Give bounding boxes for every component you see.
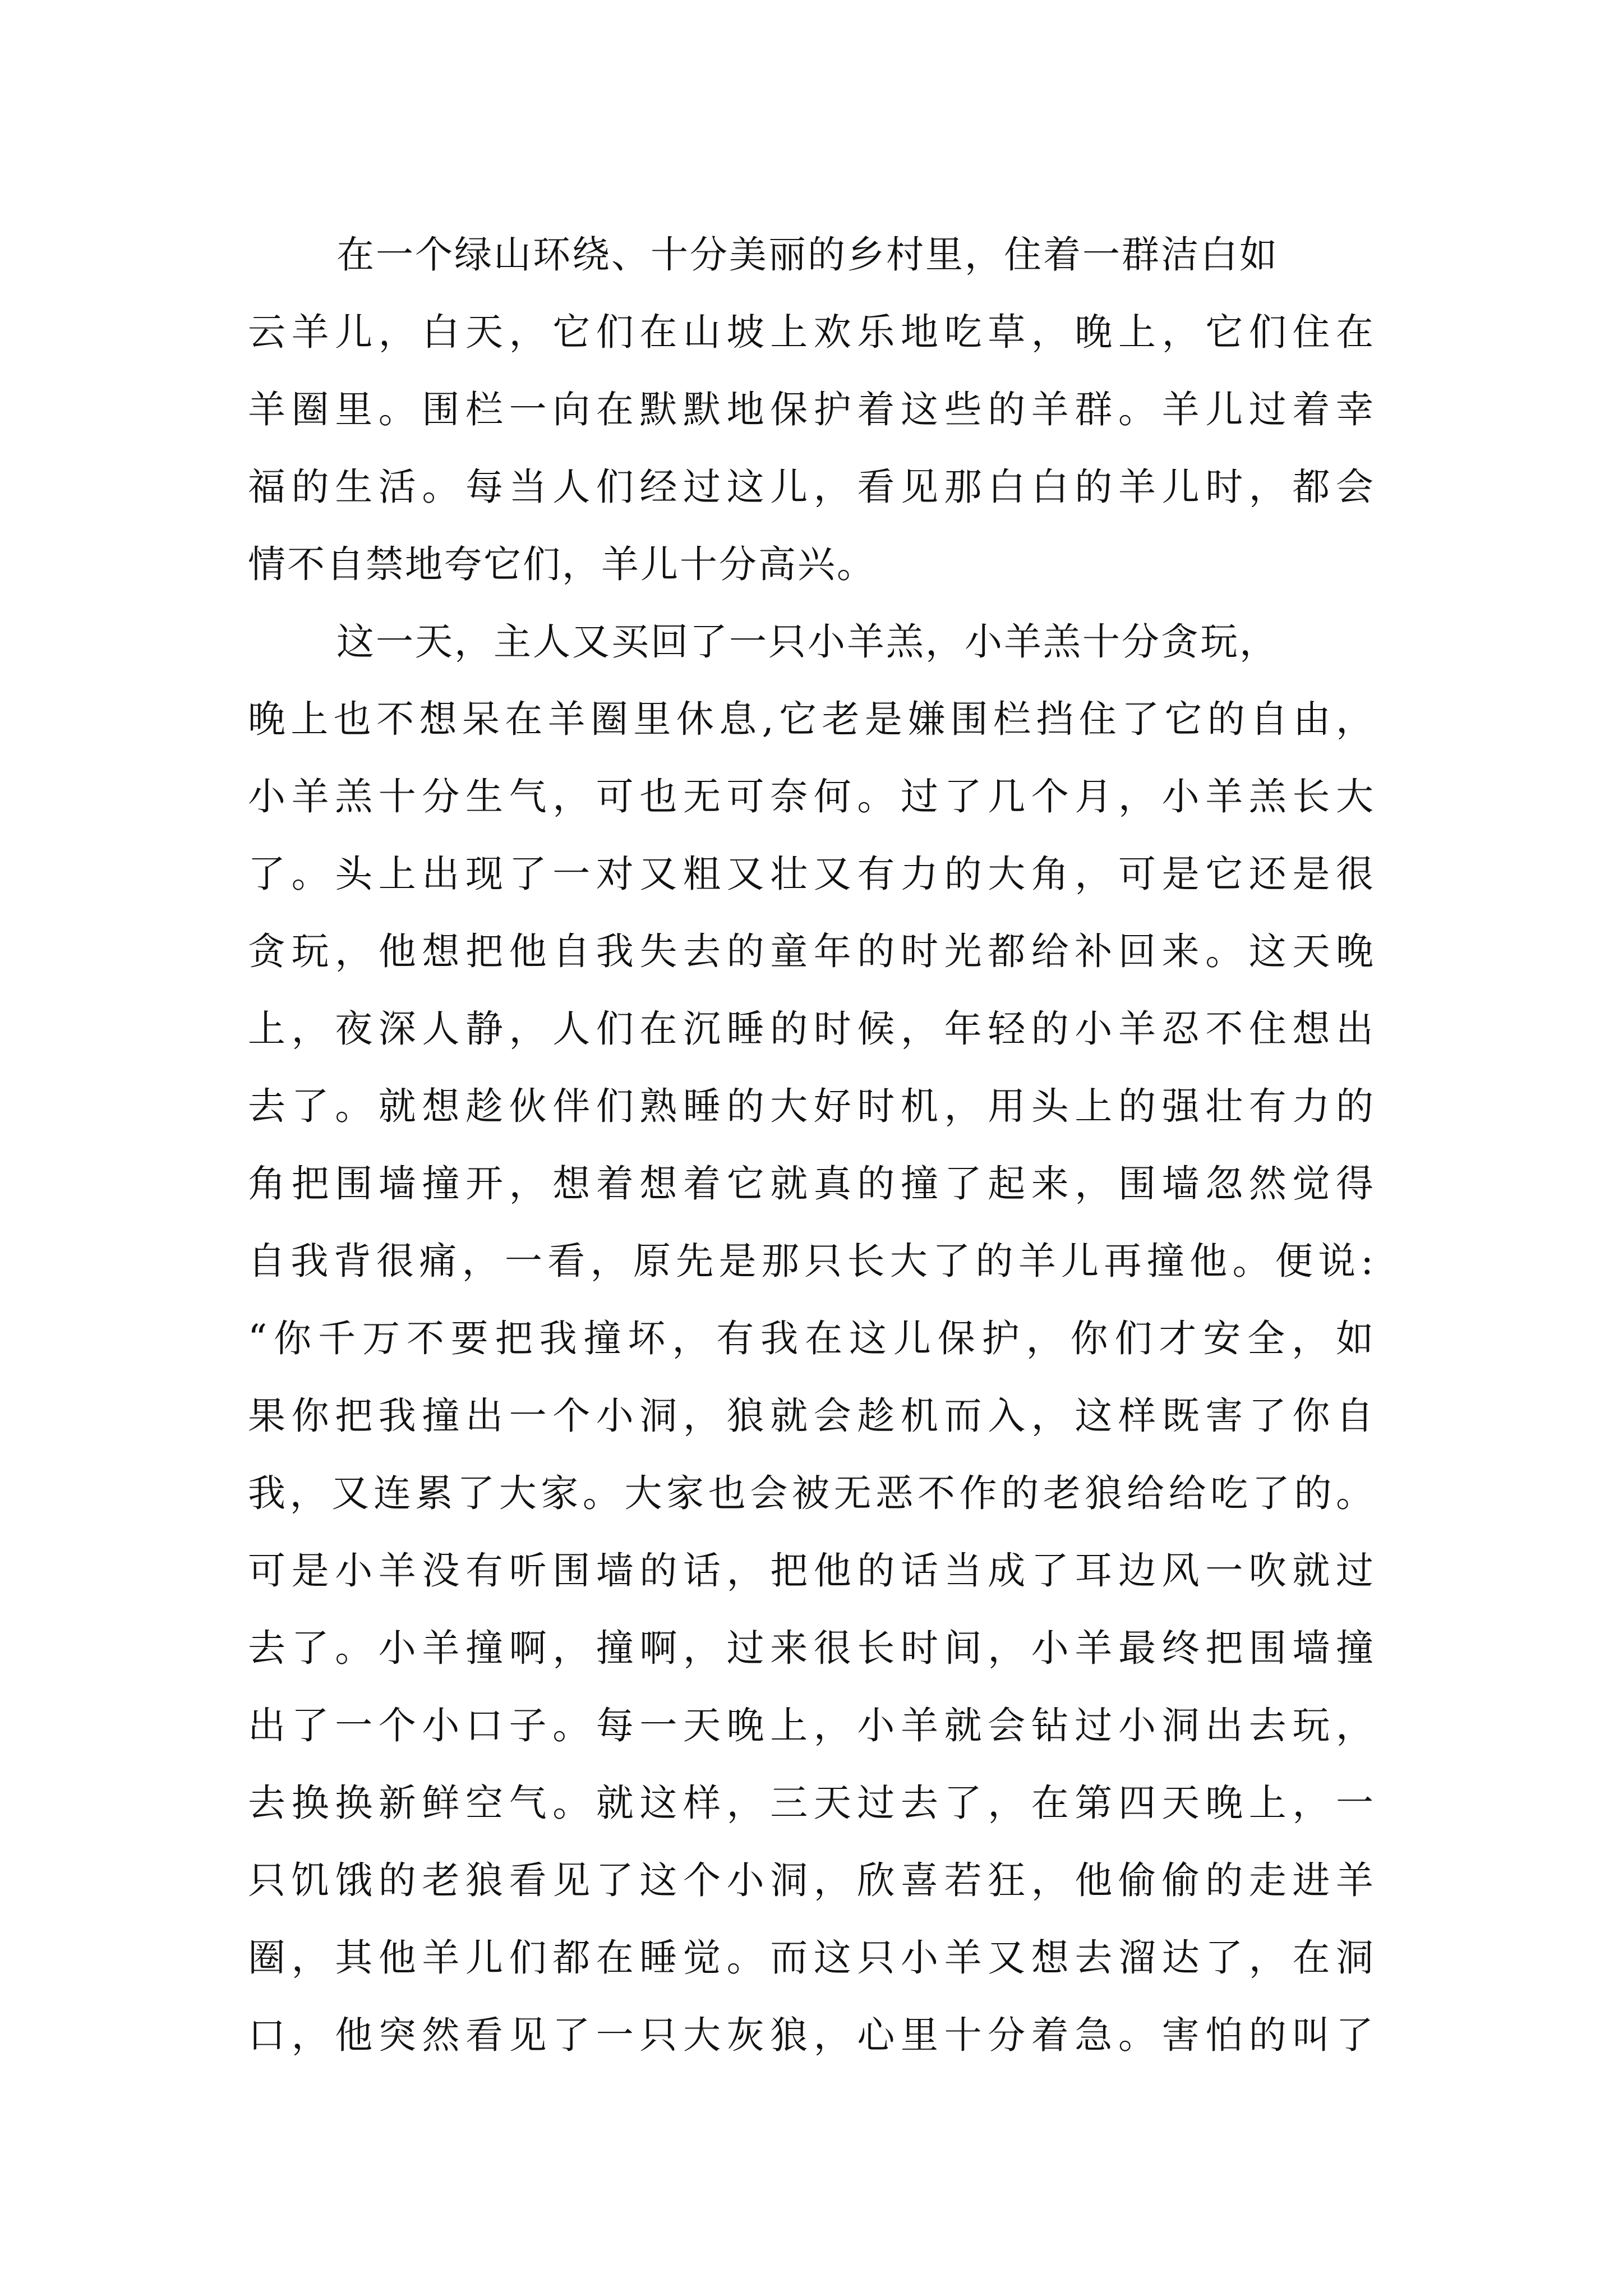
text-line: 这一天，主人又买回了一只小羊羔，小羊羔十分贪玩， [336, 620, 1279, 664]
text-line: 出了一个小口子。每一天晚上，小羊就会钻过小洞出去玩， [248, 1704, 1375, 1747]
text-line: 云羊儿，白天，它们在山坡上欢乐地吃草，晚上，它们住在 [248, 310, 1375, 354]
text-line: 去了。小羊撞啊，撞啊，过来很长时间，小羊最终把围墙撞 [248, 1626, 1375, 1670]
text-line: 去换换新鲜空气。就这样，三天过去了，在第四天晚上，一 [248, 1781, 1375, 1825]
text-line: 羊圈里。围栏一向在默默地保护着这些的羊群。羊儿过着幸 [248, 388, 1375, 431]
text-line: 了。头上出现了一对又粗又壮又有力的大角，可是它还是很 [248, 852, 1375, 896]
text-line: 口，他突然看见了一只大灰狼，心里十分着急。害怕的叫了 [248, 2013, 1375, 2057]
body-text [248, 216, 1375, 2074]
text-line: 晚上也不想呆在羊圈里休息,它老是嫌围栏挡住了它的自由， [248, 697, 1375, 741]
text-line: 果你把我撞出一个小洞，狼就会趁机而入，这样既害了你自 [248, 1394, 1375, 1438]
paragraph-1 [248, 216, 1375, 603]
text-line: 自我背很痛，一看，原先是那只长大了的羊儿再撞他。便说: [248, 1239, 1375, 1283]
text-line: 小羊羔十分生气，可也无可奈何。过了几个月，小羊羔长大 [248, 775, 1375, 818]
text-line: 角把围墙撞开，想着想着它就真的撞了起来，围墙忽然觉得 [248, 1162, 1375, 1205]
text-line: 贪玩，他想把他自我失去的童年的时光都给补回来。这天晚 [248, 930, 1375, 973]
text-line: 情不自禁地夸它们，羊儿十分高兴。 [248, 542, 876, 586]
paragraph-2 [248, 603, 1375, 2074]
text-line: 我，又连累了大家。大家也会被无恶不作的老狼给给吃了的。 [248, 1471, 1375, 1515]
text-line: “你千万不要把我撞坏，有我在这儿保护，你们才安全，如 [248, 1317, 1375, 1360]
text-line: 上，夜深人静，人们在沉睡的时候，年轻的小羊忍不住想出 [248, 1007, 1375, 1051]
text-line: 圈，其他羊儿们都在睡觉。而这只小羊又想去溜达了，在洞 [248, 1936, 1375, 1980]
text-line: 在一个绿山环绕、十分美丽的乡村里，住着一群洁白如 [336, 233, 1279, 277]
text-line: 去了。就想趁伙伴们熟睡的大好时机，用头上的强壮有力的 [248, 1084, 1375, 1128]
text-line: 福的生活。每当人们经过这儿，看见那白白的羊儿时，都会 [248, 465, 1375, 509]
text-line: 可是小羊没有听围墙的话，把他的话当成了耳边风一吹就过 [248, 1549, 1375, 1593]
text-line: 只饥饿的老狼看见了这个小洞，欣喜若狂，他偷偷的走进羊 [248, 1858, 1375, 1902]
